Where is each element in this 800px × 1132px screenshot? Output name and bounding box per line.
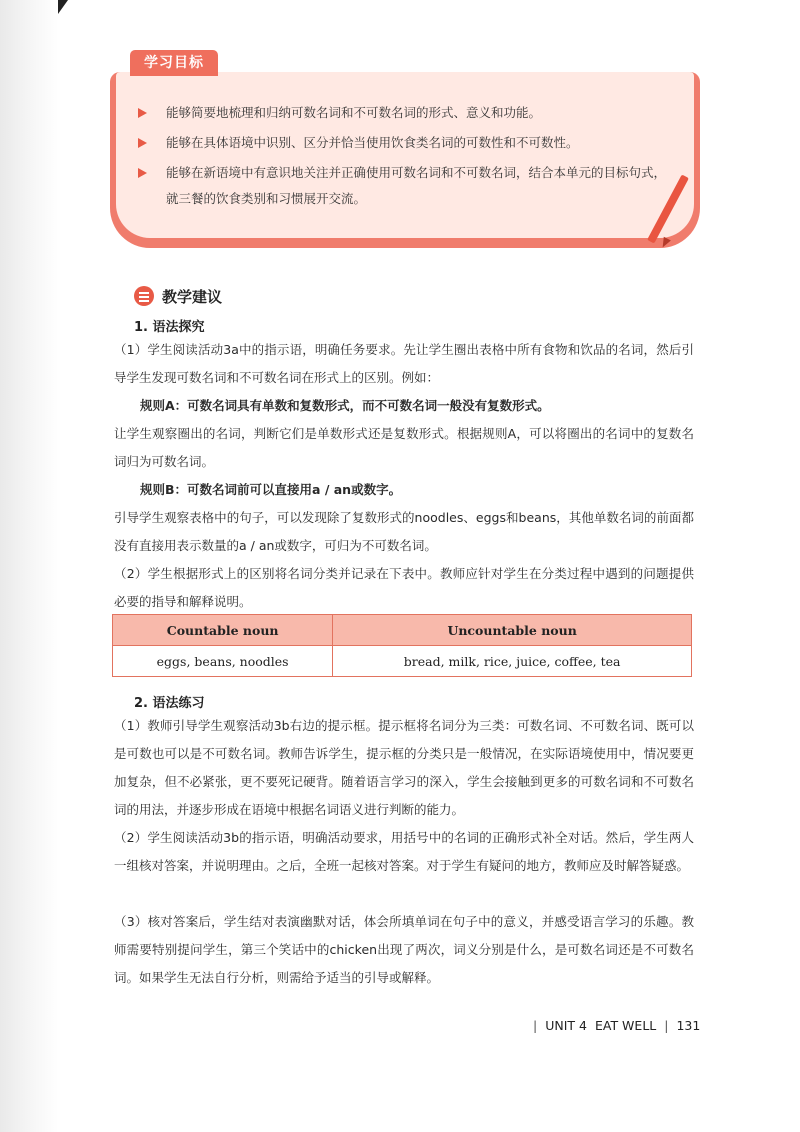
paragraph: （3）核对答案后，学生结对表演幽默对话，体会所填单词在句子中的意义，并感受语言学习的乐趣。教师需要特别提问学生，第三个笑话中的chicken出现了两次，词义分别是什么，是可数名词还是不可数名词。如果学生无法自行分析，则需给予适当的引导或解释。 bbox=[114, 914, 694, 985]
paragraph: 让学生观察圈出的名词，判断它们是单数形式还是复数形式。根据规则A，可以将圈出的名词中的复数名词归为可数名词。 bbox=[114, 426, 694, 469]
subheading-grammar-practice: 2. 语法练习 bbox=[134, 696, 205, 711]
paragraph: 引导学生观察表格中的句子，可以发现除了复数形式的noodles、eggs和beans，其他单数名词的前面都没有直接用表示数量的a / an或数字，可归为不可数名词。 bbox=[114, 510, 694, 553]
unit-title: EAT WELL bbox=[594, 1018, 657, 1033]
table-header: Uncountable noun bbox=[333, 615, 692, 646]
paragraph: （2）学生阅读活动3b的指示语，明确活动要求，用括号中的名词的正确形式补全对话。然后，学生两人一组核对答案，并说明理由。之后，全班一起核对答案。对于学生有疑问的地方，教师应及时解答疑惑。 bbox=[114, 830, 694, 873]
table-header: Countable noun bbox=[113, 615, 333, 646]
book-spine-shadow bbox=[0, 0, 58, 1132]
triangle-bullet-icon bbox=[138, 168, 147, 178]
noun-classification-table bbox=[112, 614, 692, 677]
objective-item: 能够在具体语境中识别、区分并恰当使用饮食类名词的可数性和不可数性。 bbox=[132, 130, 672, 156]
table-header-row bbox=[113, 615, 692, 646]
table-row bbox=[113, 646, 692, 677]
divider: | bbox=[533, 1018, 538, 1033]
corner-mark bbox=[58, 0, 68, 14]
paragraph: （1）学生阅读活动3a中的指示语，明确任务要求。先让学生圈出表格中所有食物和饮品的名词，然后引导学生发现可数名词和不可数名词在形式上的区别。例如： bbox=[114, 342, 694, 385]
objective-item: 能够简要地梳理和归纳可数名词和不可数名词的形式、意义和功能。 bbox=[132, 100, 672, 126]
unit-label: UNIT 4 bbox=[545, 1018, 587, 1033]
subheading-grammar-exploration: 1. 语法探究 bbox=[134, 320, 205, 335]
triangle-bullet-icon bbox=[138, 108, 147, 118]
rule-b: 规则B：可数名词前可以直接用a / an或数字。 bbox=[140, 482, 402, 497]
page-footer bbox=[533, 1018, 700, 1033]
paragraph: （1）教师引导学生观察活动3b右边的提示框。提示框将名词分为三类：可数名词、不可数名词、既可以是可数也可以是不可数名词。教师告诉学生，提示框的分类只是一般情况，在实际语境使用中，情况要更加复杂，但不必紧张，更不要死记硬背。随着语言学习的深入，学生会接触到更多的可数名词和不可数名词的用法，并逐步形成在语境中根据名词语义进行判断的能力。 bbox=[114, 718, 694, 817]
table-cell: eggs, beans, noodles bbox=[113, 646, 333, 677]
objectives-list bbox=[132, 100, 672, 216]
page-number: 131 bbox=[676, 1018, 701, 1033]
section-heading bbox=[134, 285, 222, 307]
objectives-box bbox=[110, 50, 700, 250]
triangle-bullet-icon bbox=[138, 138, 147, 148]
table-cell: bread, milk, rice, juice, coffee, tea bbox=[333, 646, 692, 677]
objectives-tab: 学习目标 bbox=[130, 50, 218, 76]
rule-a: 规则A：可数名词具有单数和复数形式，而不可数名词一般没有复数形式。 bbox=[140, 398, 550, 413]
divider: | bbox=[664, 1018, 669, 1033]
list-icon bbox=[134, 286, 154, 306]
objective-item: 能够在新语境中有意识地关注并正确使用可数名词和不可数名词，结合本单元的目标句式，就三餐的饮食类别和习惯展开交流。 bbox=[132, 160, 672, 212]
paragraph: （2）学生根据形式上的区别将名词分类并记录在下表中。教师应针对学生在分类过程中遇到的问题提供必要的指导和解释说明。 bbox=[114, 566, 694, 609]
section-title: 教学建议 bbox=[162, 287, 223, 306]
